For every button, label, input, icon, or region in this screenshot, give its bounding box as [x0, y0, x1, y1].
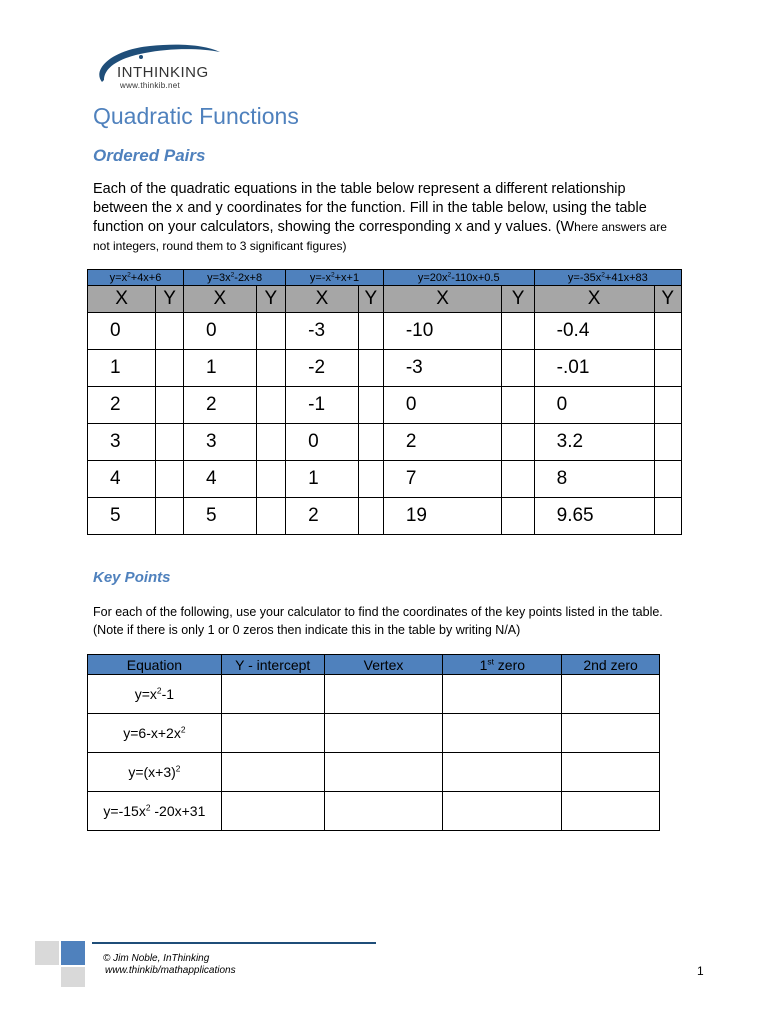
- x-header: X: [383, 286, 502, 313]
- first-zero-input-cell[interactable]: [443, 714, 562, 753]
- ordered-pairs-table: [87, 269, 682, 535]
- equation-cell: $y=(x+3)^2$: [88, 753, 222, 792]
- x-cell: 1: [286, 461, 359, 498]
- section-heading-key-points: Key Points: [93, 569, 171, 586]
- table-row: [88, 714, 660, 753]
- table-row: [88, 424, 682, 461]
- vertex-input-cell[interactable]: [324, 753, 443, 792]
- second-zero-input-cell[interactable]: [562, 792, 660, 831]
- y-input-cell[interactable]: [156, 350, 184, 387]
- equation-header: $y=x^2+4x+6$: [88, 270, 184, 286]
- x-header: X: [88, 286, 156, 313]
- x-cell: 2: [184, 387, 257, 424]
- y-input-cell[interactable]: [502, 461, 534, 498]
- x-cell: 9.65: [534, 498, 654, 535]
- y-input-cell[interactable]: [156, 498, 184, 535]
- y-input-cell[interactable]: [256, 461, 286, 498]
- y-input-cell[interactable]: [358, 350, 383, 387]
- second-zero-input-cell[interactable]: [562, 753, 660, 792]
- y-input-cell[interactable]: [358, 313, 383, 350]
- y-intercept-input-cell[interactable]: [221, 675, 324, 714]
- x-cell: -3: [383, 350, 502, 387]
- y-input-cell[interactable]: [256, 424, 286, 461]
- second-zero-input-cell[interactable]: [562, 675, 660, 714]
- first-zero-input-cell[interactable]: [443, 792, 562, 831]
- y-input-cell[interactable]: [156, 424, 184, 461]
- y-input-cell[interactable]: [358, 498, 383, 535]
- x-cell: 5: [88, 498, 156, 535]
- x-cell: 7: [383, 461, 502, 498]
- x-cell: 5: [184, 498, 257, 535]
- y-header: Y: [502, 286, 534, 313]
- first-zero-input-cell[interactable]: [443, 675, 562, 714]
- equation-header: $y=-35x^2+41x+83$: [534, 270, 681, 286]
- second-zero-col-header: 2nd zero: [562, 655, 660, 675]
- y-intercept-input-cell[interactable]: [221, 792, 324, 831]
- x-cell: -3: [286, 313, 359, 350]
- table-row: [88, 753, 660, 792]
- y-input-cell[interactable]: [654, 313, 681, 350]
- x-cell: -0.4: [534, 313, 654, 350]
- instructions-small: here answers are not integers, round them to 3 significant figures): [93, 220, 667, 253]
- equation-col-header: Equation: [88, 655, 222, 675]
- table-row: [88, 675, 660, 714]
- key-points-table: [87, 654, 660, 831]
- y-input-cell[interactable]: [256, 387, 286, 424]
- equation-header: $y=-x^2+x+1$: [286, 270, 384, 286]
- vertex-input-cell[interactable]: [324, 792, 443, 831]
- table-row: [88, 313, 682, 350]
- x-cell: 19: [383, 498, 502, 535]
- y-input-cell[interactable]: [502, 498, 534, 535]
- xy-header-row: [88, 286, 682, 313]
- x-cell: 1: [184, 350, 257, 387]
- x-cell: 0: [286, 424, 359, 461]
- x-header: X: [534, 286, 654, 313]
- table-row: [88, 387, 682, 424]
- x-cell: -2: [286, 350, 359, 387]
- y-input-cell[interactable]: [256, 350, 286, 387]
- vertex-input-cell[interactable]: [324, 714, 443, 753]
- x-cell: 2: [286, 498, 359, 535]
- x-cell: -1: [286, 387, 359, 424]
- first-zero-input-cell[interactable]: [443, 753, 562, 792]
- equation-header-row: [88, 270, 682, 286]
- x-cell: 8: [534, 461, 654, 498]
- x-cell: 0: [88, 313, 156, 350]
- footer-square-blue: [61, 941, 85, 965]
- y-input-cell[interactable]: [654, 387, 681, 424]
- y-input-cell[interactable]: [502, 387, 534, 424]
- y-input-cell[interactable]: [156, 313, 184, 350]
- footer-square-gray-2: [61, 967, 85, 987]
- footer-url: www.thinkib/mathapplications: [105, 965, 236, 976]
- equation-header: $y=20x^2-110x+0.5$: [383, 270, 534, 286]
- x-cell: 1: [88, 350, 156, 387]
- vertex-input-cell[interactable]: [324, 675, 443, 714]
- second-zero-input-cell[interactable]: [562, 714, 660, 753]
- instructions-main: Each of the quadratic equations in the table below represent a different relationship between the x and y coordinates for the function. Fill in the table below, using the table function on your calculators, showing the corresponding x and y values. (W: [93, 181, 647, 235]
- x-cell: 3: [88, 424, 156, 461]
- vertex-col-header: Vertex: [324, 655, 443, 675]
- equation-cell: $y=-15x^2$ -20x+31: [88, 792, 222, 831]
- inthinking-logo: [90, 40, 230, 95]
- x-cell: 0: [383, 387, 502, 424]
- x-cell: 0: [184, 313, 257, 350]
- y-input-cell[interactable]: [502, 350, 534, 387]
- x-cell: 3: [184, 424, 257, 461]
- footer-rule: [92, 942, 376, 944]
- y-header: Y: [156, 286, 184, 313]
- y-intercept-input-cell[interactable]: [221, 714, 324, 753]
- y-input-cell[interactable]: [256, 498, 286, 535]
- y-input-cell[interactable]: [358, 424, 383, 461]
- y-intercept-input-cell[interactable]: [221, 753, 324, 792]
- logo-url: www.thinkib.net: [120, 81, 181, 90]
- logo-brand: INTHINKING: [117, 64, 209, 81]
- equation-cell: $y=x^2-1$: [88, 675, 222, 714]
- y-input-cell[interactable]: [654, 498, 681, 535]
- table-row: [88, 792, 660, 831]
- y-input-cell[interactable]: [358, 387, 383, 424]
- y-header: Y: [654, 286, 681, 313]
- x-header: X: [286, 286, 359, 313]
- equation-header: $y=3x^2-2x+8$: [184, 270, 286, 286]
- table-row: [88, 350, 682, 387]
- table-row: [88, 498, 682, 535]
- page-title: Quadratic Functions: [93, 103, 299, 129]
- y-input-cell[interactable]: [358, 461, 383, 498]
- x-header: X: [184, 286, 257, 313]
- y-input-cell[interactable]: [256, 313, 286, 350]
- x-cell: -.01: [534, 350, 654, 387]
- x-cell: 0: [534, 387, 654, 424]
- x-cell: 3.2: [534, 424, 654, 461]
- y-input-cell[interactable]: [654, 424, 681, 461]
- key-points-instructions: For each of the following, use your calculator to find the coordinates of the key points listed in the table. (Note if there is only 1 or 0 zeros then indicate this in the table by writing N/A): [93, 605, 663, 637]
- x-cell: 4: [184, 461, 257, 498]
- x-cell: 2: [383, 424, 502, 461]
- equation-cell: $y=6-x+2x^2$: [88, 714, 222, 753]
- y-header: Y: [358, 286, 383, 313]
- section-heading-ordered-pairs: Ordered Pairs: [93, 146, 206, 165]
- ordered-pairs-instructions: [93, 180, 683, 256]
- key-points-header-row: [88, 655, 660, 675]
- x-cell: 4: [88, 461, 156, 498]
- table-row: [88, 461, 682, 498]
- x-cell: -10: [383, 313, 502, 350]
- y-input-cell[interactable]: [502, 424, 534, 461]
- first-zero-col-header: 1st zero: [443, 655, 562, 675]
- y-input-cell[interactable]: [654, 461, 681, 498]
- y-input-cell[interactable]: [156, 461, 184, 498]
- x-cell: 2: [88, 387, 156, 424]
- y-input-cell[interactable]: [654, 350, 681, 387]
- page-number: 1: [697, 964, 704, 978]
- y-input-cell[interactable]: [502, 313, 534, 350]
- y-intercept-col-header: Y - intercept: [221, 655, 324, 675]
- y-input-cell[interactable]: [156, 387, 184, 424]
- footer-square-gray-1: [35, 941, 59, 965]
- y-header: Y: [256, 286, 286, 313]
- footer-copyright: © Jim Noble, InThinking: [103, 953, 210, 964]
